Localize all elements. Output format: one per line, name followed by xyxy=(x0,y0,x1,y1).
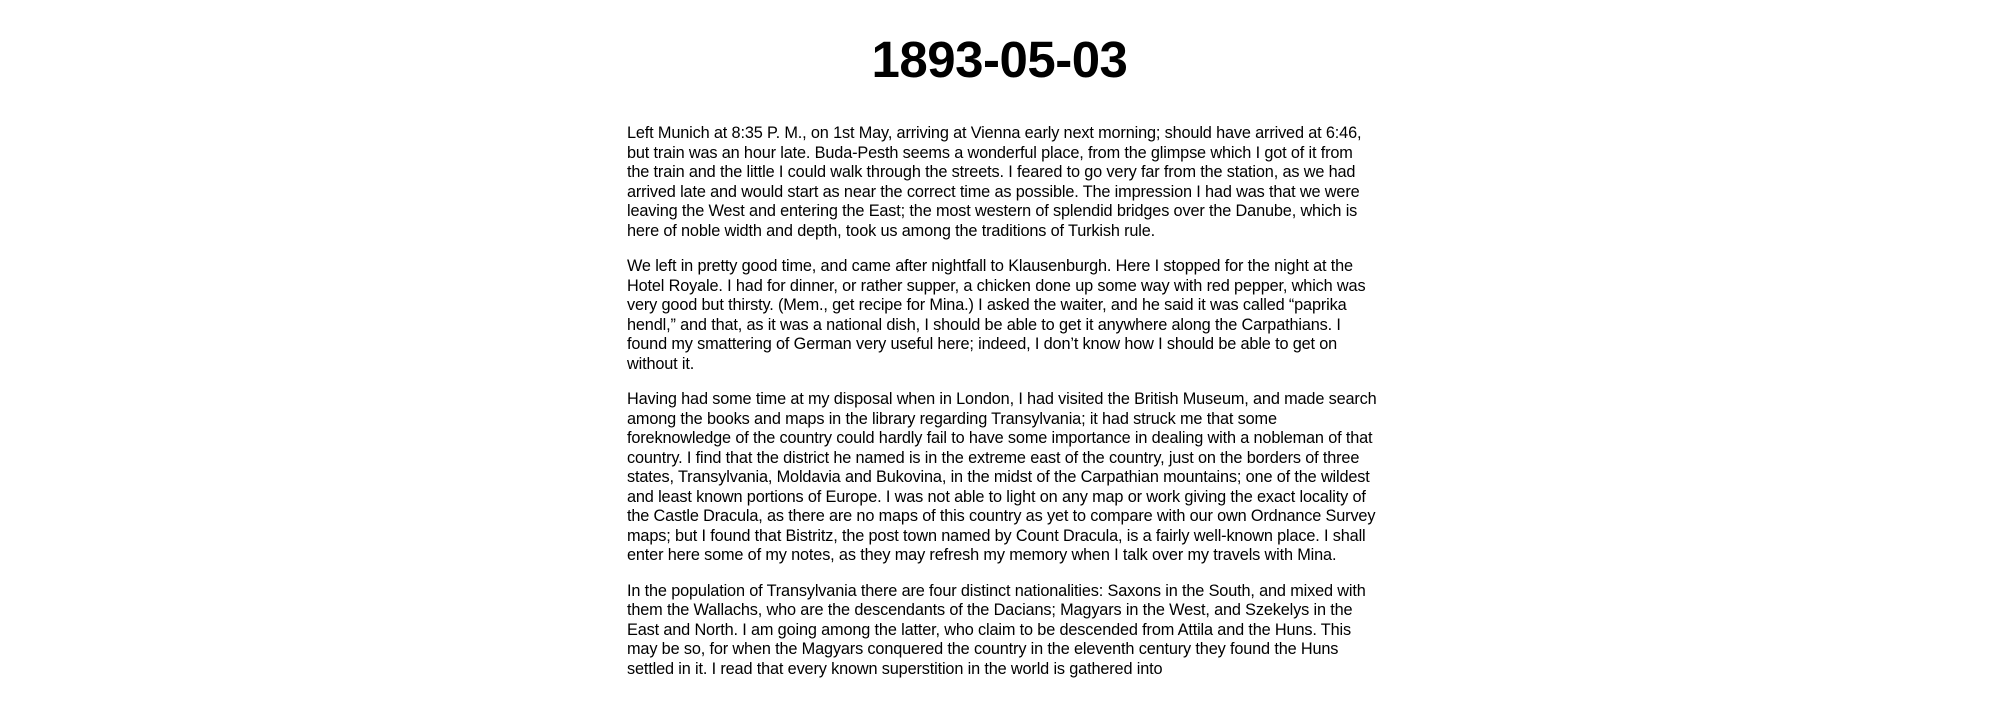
entry-date-heading: 1893-05-03 xyxy=(871,31,1128,88)
paragraph: Left Munich at 8:35 P. M., on 1st May, arriving at Vienna early next morning; should have arrived at 6:46, but train was an hour late. Buda-Pesth seems a wonderful place, from the glimpse which I got of it from the train and the little I could walk through the streets. I feared to go very far from the station, as we had arrived late and would start as near the correct time as possible. The impression I had was that we were leaving the West and entering the East; the most western of splendid bridges over the Danube, which is here of noble width and depth, took us among the traditions of Turkish rule. xyxy=(627,124,1362,240)
paragraph: We left in pretty good time, and came after nightfall to Klausenburgh. Here I stopped for the night at the Hotel Royale. I had for dinner, or rather supper, a chicken done up some way with red pepper, which was very good but thirsty. (Mem., get recipe for Mina.) I asked the waiter, and he said it was called “paprika hendl,” and that, as it was a national dish, I should be able to get it anywhere along the Carpathians. I found my smattering of German very useful here; indeed, I don’t know how I should be able to get on without it. xyxy=(627,257,1366,373)
paragraph: In the population of Transylvania there are four distinct nationalities: Saxons in the South, and mixed with them the Wallachs, who are the descendants of the Dacians; Magyars in the West, and Szekelys in the East and North. I am going among the latter, who claim to be descended from Attila and the Huns. This may be so, for when the Magyars conquered the country in the eleventh century they found the Huns settled in it. I read that every known superstition in the world is gathered into xyxy=(627,581,1366,678)
entry-body xyxy=(627,124,1377,695)
paragraph: Having had some time at my disposal when in London, I had visited the British Museum, and made search among the books and maps in the library regarding Transylvania; it had struck me that some foreknowledge of the country could hardly fail to have some importance in dealing with a nobleman of that country. I find that the district he named is in the extreme east of the country, just on the borders of three states, Transylvania, Moldavia and Bukovina, in the midst of the Carpathian mountains; one of the wildest and least known portions of Europe. I was not able to light on any map or work giving the exact locality of the Castle Dracula, as there are no maps of this country as yet to compare with our own Ordnance Survey maps; but I found that Bistritz, the post town named by Count Dracula, is a fairly well-known place. I shall enter here some of my notes, as they may refresh my memory when I talk over my travels with Mina. xyxy=(627,390,1377,564)
